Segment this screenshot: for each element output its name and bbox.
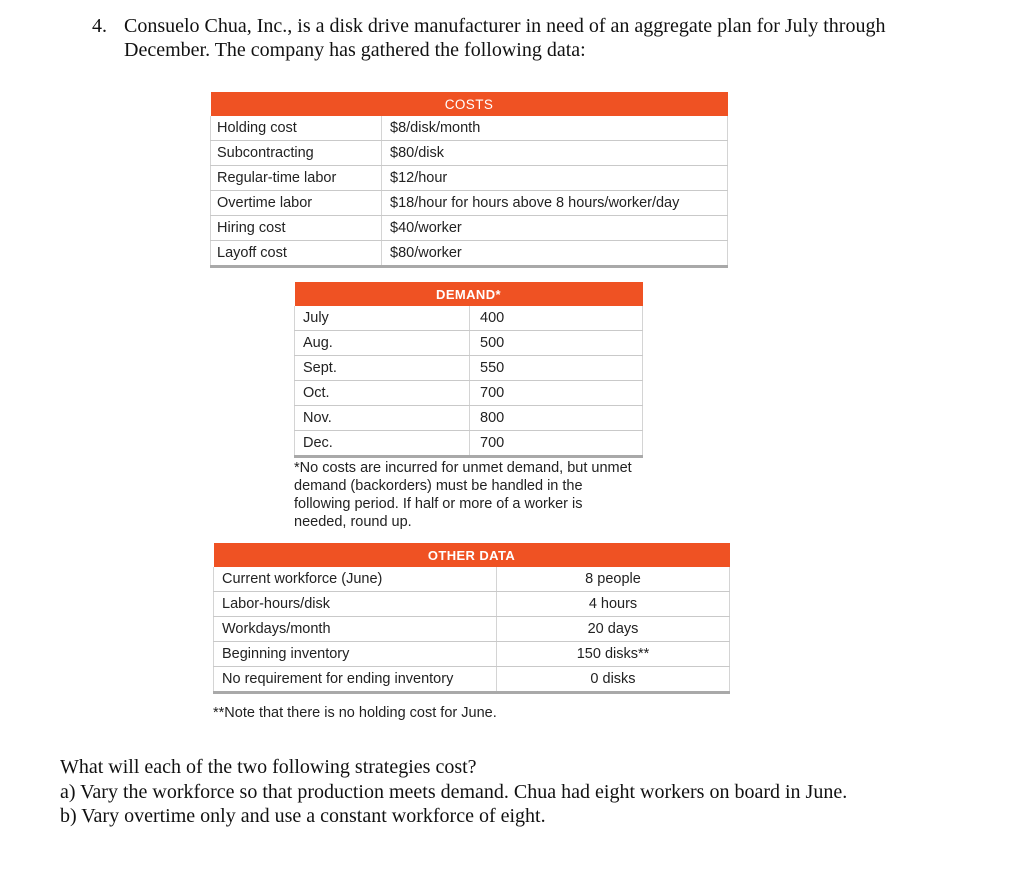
demand-month: Sept.	[295, 356, 470, 381]
cost-label: Layoff cost	[211, 241, 382, 267]
table-row	[214, 617, 730, 642]
table-row	[295, 431, 643, 457]
table-row	[211, 141, 728, 166]
other-data-header: OTHER DATA	[214, 543, 730, 567]
table-row	[295, 356, 643, 381]
table-row	[214, 642, 730, 667]
other-data-table	[213, 543, 730, 694]
cost-label: Overtime labor	[211, 191, 382, 216]
question-b: b) Vary overtime only and use a constant workforce of eight.	[60, 805, 546, 827]
cost-label: Subcontracting	[211, 141, 382, 166]
table-row	[214, 567, 730, 592]
table-row	[214, 667, 730, 693]
question-a: a) Vary the workforce so that production meets demand. Chua had eight workers on board in June.	[60, 780, 848, 803]
cost-value: $80/disk	[382, 141, 728, 166]
costs-table	[210, 92, 728, 268]
problem-statement	[92, 14, 942, 62]
demand-footnote: *No costs are incurred for unmet demand, but unmet demand (backorders) must be handled in the following period. If half or more of a worker is needed, round up.	[294, 460, 632, 530]
table-row	[211, 216, 728, 241]
costs-header: COSTS	[211, 92, 728, 116]
questions	[60, 755, 900, 829]
cost-value: $80/worker	[382, 241, 728, 267]
other-data-label: Beginning inventory	[214, 642, 497, 667]
table-row	[211, 241, 728, 267]
other-data-value: 4 hours	[497, 592, 730, 617]
demand-month: Oct.	[295, 381, 470, 406]
demand-value: 700	[470, 381, 643, 406]
table-row	[295, 306, 643, 331]
demand-value: 800	[470, 406, 643, 431]
demand-month: July	[295, 306, 470, 331]
table-row	[211, 166, 728, 191]
table-row	[295, 381, 643, 406]
table-row	[214, 592, 730, 617]
table-row	[295, 331, 643, 356]
demand-month: Dec.	[295, 431, 470, 457]
problem-text: Consuelo Chua, Inc., is a disk drive manufacturer in need of an aggregate plan for July through December. The company has gathered the following data:	[124, 15, 886, 61]
questions-intro: What will each of the two following strategies cost?	[60, 756, 477, 778]
holding-cost-note: **Note that there is no holding cost for June.	[213, 705, 497, 721]
cost-label: Hiring cost	[211, 216, 382, 241]
demand-month: Nov.	[295, 406, 470, 431]
other-data-value: 0 disks	[497, 667, 730, 693]
demand-month: Aug.	[295, 331, 470, 356]
table-row	[211, 116, 728, 141]
other-data-label: Labor-hours/disk	[214, 592, 497, 617]
other-data-value: 8 people	[497, 567, 730, 592]
demand-value: 550	[470, 356, 643, 381]
other-data-label: Current workforce (June)	[214, 567, 497, 592]
problem-number: 4.	[92, 15, 107, 37]
cost-value: $8/disk/month	[382, 116, 728, 141]
demand-value: 700	[470, 431, 643, 457]
demand-header: DEMAND*	[295, 282, 643, 306]
cost-value: $12/hour	[382, 166, 728, 191]
cost-label: Regular-time labor	[211, 166, 382, 191]
other-data-label: Workdays/month	[214, 617, 497, 642]
demand-value: 500	[470, 331, 643, 356]
other-data-value: 150 disks**	[497, 642, 730, 667]
demand-table	[294, 282, 643, 458]
cost-label: Holding cost	[211, 116, 382, 141]
other-data-value: 20 days	[497, 617, 730, 642]
table-row	[295, 406, 643, 431]
other-data-label: No requirement for ending inventory	[214, 667, 497, 693]
demand-value: 400	[470, 306, 643, 331]
cost-value: $18/hour for hours above 8 hours/worker/day	[382, 191, 728, 216]
cost-value: $40/worker	[382, 216, 728, 241]
table-row	[211, 191, 728, 216]
